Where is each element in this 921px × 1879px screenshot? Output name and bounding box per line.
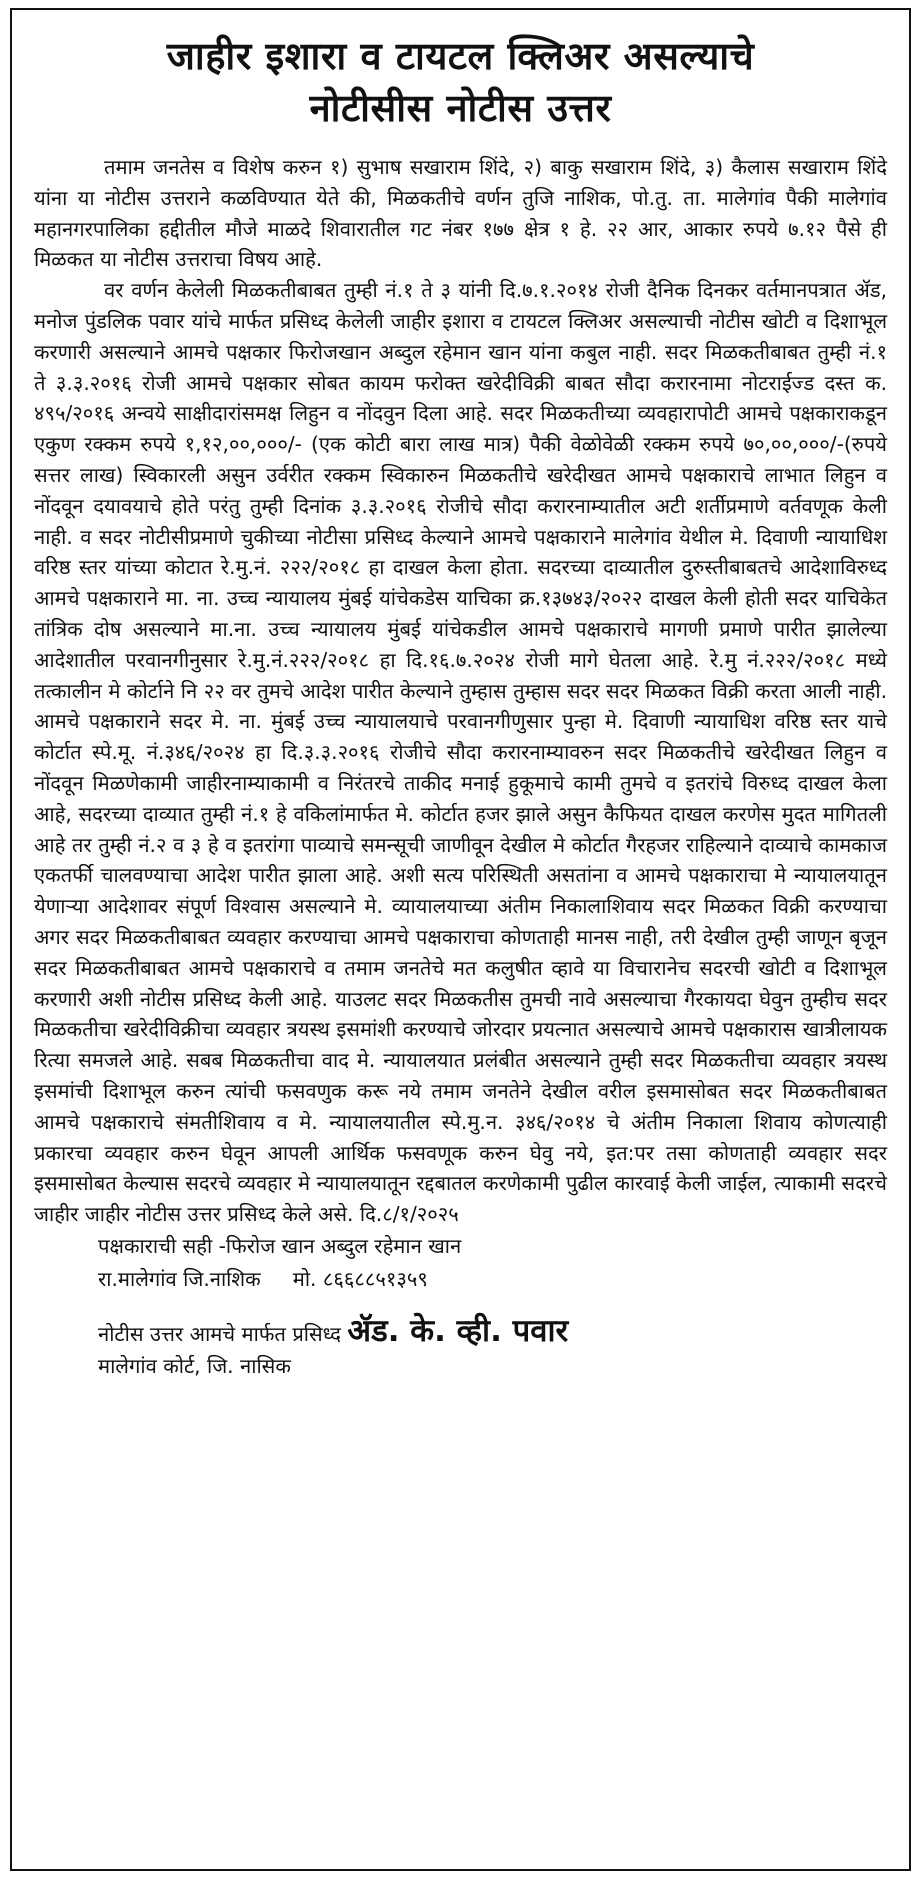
signature-line: पक्षकाराची सही -फिरोज खान अब्दुल रहेमान खान xyxy=(98,1233,462,1258)
title-line-2: नोटीसीस नोटीस उत्तर xyxy=(309,86,612,130)
paragraph-main: वर वर्णन केलेली मिळकतीबाबत तुम्ही नं.१ ते ३ यांनी दि.७.१.२०१४ रोजी दैनिक दिनकर वर्तमानपत्रात ॲड, मनोज पुंडलिक पवार यांचे मार्फत प्रसिध्द केलेली जाहीर इशारा व टायटल क्लिअर असल्याची नोटीस खोटी व दिशाभूल करणारी असल्याने आमचे पक्षकार फिरोजखान अब्दुल रहेमान खान यांना कबुल नाही. सदर मिळकतीबाबत तुम्ही नं.१ ते ३.३.२०१६ रोजी आमचे पक्षकार सोबत कायम फरोक्त खरेदीविक्री बाबत सौदा करारनामा नोटराईज्ड दस्त क. ४९५/२०१६ अन्वये साक्षीदारांसमक्ष लिहुन व नोंदवुन दिला आहे. सदर मिळकतीच्या व्यवहारापोटी आमचे पक्षकाराकडून एकुण रक्कम रुपये १,१२,००,०००/- (एक कोटी बारा लाख मात्र) पैकी वेळोवेळी रक्कम रुपये ७०,००,०००/-(रुपये सत्तर लाख) स्विकारली असुन उर्वरीत रक्कम स्विकारुन मिळकतीचे खरेदीखत आमचे पक्षकाराचे लाभात लिहुन व नोंदवून दयावयाचे होते परंतु तुम्ही दिनांक ३.३.२०१६ रोजीचे सौदा करारनाम्यातील अटी शर्तीप्रमाणे वर्तवणूक केली नाही. व सदर नोटीसीप्रमाणे चुकीच्या नोटीसा प्रसिध्द केल्याने आमचे पक्षकाराने मालेगांव येथील मे. दिवाणी न्यायाधिश वरिष्ठ स्तर यांच्या कोटात रे.मु.नं. २२२/२०१८ हा दाखल केला होता. सदरच्या दाव्यातील दुरुस्तीबाबतचे आदेशाविरुध्द आमचे पक्षकाराने मा. ना. उच्च न्यायालय मुंबई यांचेकडेस याचिका क्र.१३७४३/२०२२ दाखल केली होती सदर याचिकेत तांत्रिक दोष असल्याने मा.ना. उच्च न्यायालय मुंबई यांचेकडील आमचे पक्षकाराचे मागणी प्रमाणे पारीत झालेल्या आदेशातील परवानगीनुसार रे.मु.नं.२२२/२०१८ हा दि.१६.७.२०२४ रोजी मागे घेतला आहे. रे.मु नं.२२२/२०१८ मध्ये तत्कालीन मे कोर्टाने नि २२ वर तुमचे आदेश पारीत केल्याने तुम्हास तुम्हास सदर सदर मिळकत विक्री करता आली नाही. आमचे पक्षकाराने सदर मे. ना. मुंबई उच्च न्यायालयाचे परवानगीणुसार पुन्हा मे. दिवाणी न्यायाधिश वरिष्ठ स्तर याचे कोर्टात स्पे.मू. नं.३४६/२०२४ हा दि.३.३.२०१६ रोजीचे सौदा करारनाम्यावरुन सदर मिळकतीचे खरेदीखत लिहुन व नोंदवून मिळणेकामी जाहीरनाम्याकामी व निरंतरचे ताकीद मनाई हुकूमाचे कामी तुमचे व इतरांचे विरुध्द दाखल केला आहे, सदरच्या दाव्यात तुम्ही नं.१ हे वकिलांमार्फत मे. कोर्टात हजर झाले असुन कैफियत दाखल करणेस मुदत मागितली आहे तर तुम्ही नं.२ व ३ हे व इतरांगा पाव्याचे समन्सूची जाणीवून देखील मे कोर्टात गैरहजर राहिल्याने दाव्याचे कामकाज एकतर्फी चालवण्याचा आदेश पारीत झाला आहे. अशी सत्य परिस्थिती असतांना व आमचे पक्षकाराचा मे न्यायालयातून येणाऱ्या आदेशावर संपूर्ण विश्वास असल्याने मे. व्यायालयाच्या अंतीम निकालाशिवाय सदर मिळकत विक्री करण्याचा अगर सदर मिळकतीबाबत व्यवहार करण्याचा आमचे पक्षकाराचा कोणताही मानस नाही, तरी देखील तुम्ही जाणून बृजून सदर मिळकतीबाबत आमचे पक्षकाराचे व तमाम जनतेचे मत कलुषीत व्हावे या विचारानेच सदरची खोटी व दिशाभूल करणारी अशी नोटीस प्रसिध्द केली आहे. याउलट सदर मिळकतीस तुमची नावे असल्याचा गैरकायदा घेवुन तुम्हीच सदर मिळकतीचा खरेदीविक्रीचा व्यवहार त्रयस्थ इसमांशी करण्याचे जोरदार प्रयत्नात असल्याचे आमचे पक्षकारास खात्रीलायक रित्या समजले आहे. सबब मिळकतीचा वाद मे. न्यायालयात प्रलंबीत असल्याने तुम्ही सदर मिळकतीचा व्यवहार त्रयस्थ इसमांची दिशाभूल करुन त्यांची फसवणुक करू नये तमाम जनतेने देखील वरील इसमासोबत सदर मिळकतीबाबत आमचे पक्षकाराचे संमतीशिवाय व मे. न्यायालयातील स्पे.मु.न. ३४६/२०१४ चे अंतीम निकाला शिवाय कोणत्याही प्रकारचा व्यवहार करुन घेवून आपली आर्थिक फसवणूक करुन घेवु नये, इत:पर तसा कोणताही व्यवहार सदर इसमासोबत केल्यास सदरचे व्यवहार मे न्यायालयातून रद्दबातल करणेकामी पुढील कारवाई केली जाईल, त्याकामी सदरचे जाहीर जाहीर नोटीस उत्तर प्रसिध्द केले असे. दि.८/१/२०२५ xyxy=(34,278,887,1227)
paragraph-intro: तमाम जनतेस व विशेष करुन १) सुभाष सखाराम शिंदे, २) बाकु सखाराम शिंदे, ३) कैलास सखाराम शिंदे यांना या नोटीस उत्तराने कळविण्यात येते की, मिळकतीचे वर्णन तुजि नाशिक, पो.तु. ता. मालेगांव पैकी मालेगांव महानगरपालिका हद्दीतील मौजे माळदे शिवारातील गट नंबर १७७ क्षेत्र १ हे. २२ आर, आकार रुपये ७.१२ पैसे ही मिळकत या नोटीस उत्तराचा विषय आहे. xyxy=(34,155,887,272)
publisher-footer xyxy=(98,1314,909,1381)
client-signature xyxy=(98,1230,909,1296)
footer-line-1 xyxy=(98,1314,909,1351)
public-notice xyxy=(10,8,911,1871)
signature-contact xyxy=(98,1263,909,1296)
notice-body xyxy=(34,152,887,1230)
signature-place: रा.मालेगांव जि.नाशिक xyxy=(98,1266,261,1291)
advocate-name: ॲड. के. व्ही. पवार xyxy=(347,1312,569,1349)
title-line-1: जाहीर इशारा व टायटल क्लिअर असल्याचे xyxy=(166,34,755,78)
signature-mobile: मो. ८६६८८५१३५९ xyxy=(292,1266,428,1291)
footer-address: मालेगांव कोर्ट, जि. नासिक xyxy=(98,1353,291,1378)
footer-prefix: नोटीस उत्तर आमचे मार्फत प्रसिध्द xyxy=(98,1321,341,1346)
notice-title xyxy=(12,30,909,134)
